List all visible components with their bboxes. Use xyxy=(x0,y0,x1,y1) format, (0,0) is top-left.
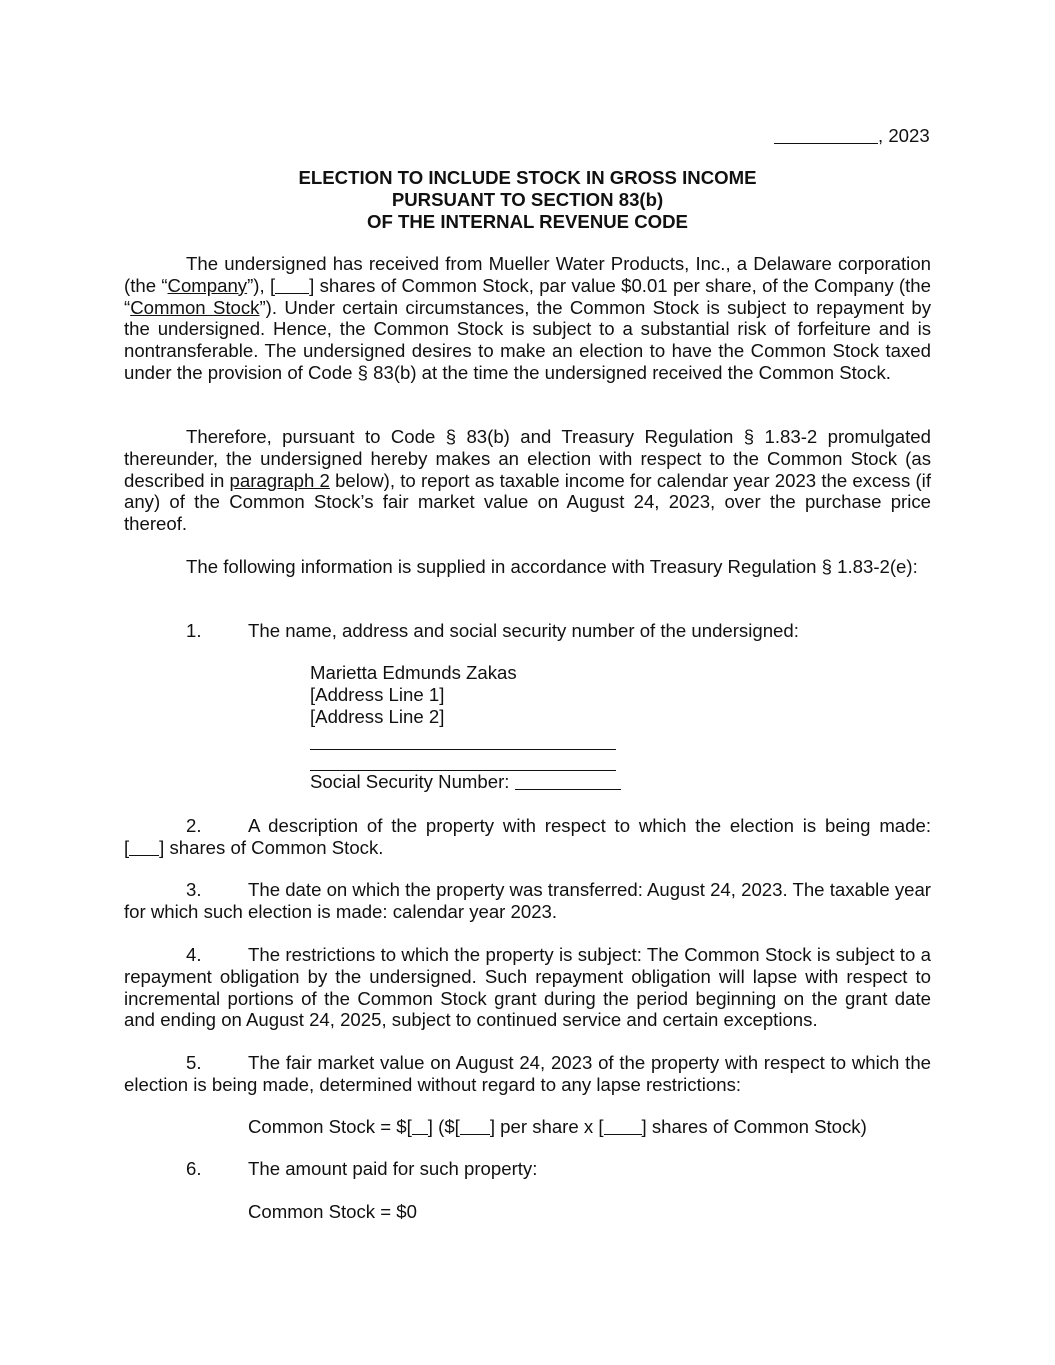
item-2 xyxy=(124,815,931,837)
formula-text-3: ] per share x [ xyxy=(489,1116,604,1137)
paragraph-2-reference: paragraph 2 xyxy=(229,469,330,491)
date-blank xyxy=(774,126,878,144)
item-6 xyxy=(186,1158,537,1180)
item-2-text-1: A description of the property with respect to which the election is being made: xyxy=(248,815,931,836)
ssn-blank xyxy=(515,772,621,790)
para1-text-4: ”). Under certain circumstances, the Common Stock is subject to repayment by the undersigned. Hence, the Common Stock is subject to a substantial risk of forfeiture and is nontransferable. The undersigned desires to make an election to have the Common Stock taxed under the provision of Code § 83(b) at the time the undersigned received the Common Stock. xyxy=(124,296,931,383)
item-4-number: 4. xyxy=(186,944,202,965)
item-4 xyxy=(124,944,931,1031)
item-2-shares-blank xyxy=(129,838,159,856)
ssn-line xyxy=(310,771,621,793)
item-4-text: The restrictions to which the property is subject: The Common Stock is subject to a repayment obligation by the undersigned. Such repayment obligation will lapse with respect to incremental portions of the Common Stock grant during the period beginning on the grant date and ending on August 24, 2025, subject to continued service and certain exceptions. xyxy=(124,944,931,1031)
shares-blank xyxy=(275,276,309,294)
item-3 xyxy=(124,879,931,923)
ssn-label: Social Security Number: xyxy=(310,771,515,792)
address-block xyxy=(310,662,517,727)
formula-text-2: ] ($[ xyxy=(427,1116,460,1137)
company-term: Company xyxy=(167,274,248,296)
para1-text-2: ”), [ xyxy=(247,274,276,296)
item-1 xyxy=(186,620,799,642)
total-value-blank xyxy=(412,1117,428,1135)
formula-text-1: Common Stock = $[ xyxy=(248,1116,412,1137)
para2-text-1: Therefore, pursuant to Code § 83(b) and Treasury Regulation § 1.83-2 promulgated thereunder, the undersigned hereby makes an election with respect to the Common Stock (as described in xyxy=(124,426,931,491)
title-line-2: PURSUANT TO SECTION 83(b) xyxy=(391,188,664,210)
item-6-text: The amount paid for such property: xyxy=(248,1158,538,1179)
para1-text-1: The undersigned has received from Mueller Water Products, Inc., a Delaware corporation (the “ xyxy=(124,253,931,296)
para2-text-2: below), to report as taxable income for calendar year 2023 the excess (if any) of the Common Stock’s fair market value on August 24, 2023, over the purchase price thereof. xyxy=(124,469,931,535)
paragraph-3: The following information is supplied in accordance with Treasury Regulation § 1.83-2(e): xyxy=(186,556,918,577)
paragraph-1 xyxy=(124,253,931,384)
common-stock-term: Common Stock xyxy=(130,296,260,318)
document-title xyxy=(124,167,931,232)
date-line xyxy=(774,125,930,147)
item-5-text: The fair market value on August 24, 2023 of the property with respect to which the election is being made, determined without regard to any lapse restrictions: xyxy=(124,1052,931,1095)
item-5-number: 5. xyxy=(186,1052,202,1073)
item-1-number: 1. xyxy=(186,620,202,641)
fair-market-value-formula xyxy=(248,1116,867,1138)
paragraph-2 xyxy=(124,426,931,535)
formula-text-4: ] shares of Common Stock) xyxy=(641,1116,867,1137)
item-3-number: 3. xyxy=(186,879,202,900)
title-line-3: OF THE INTERNAL REVENUE CODE xyxy=(367,210,688,232)
address-line-1: [Address Line 1] xyxy=(310,683,445,705)
holder-name: Marietta Edmunds Zakas xyxy=(310,662,517,683)
share-count-blank xyxy=(604,1117,642,1135)
title-line-1: ELECTION TO INCLUDE STOCK IN GROSS INCOME xyxy=(298,167,757,188)
per-share-blank xyxy=(460,1117,490,1135)
address-line-2: [Address Line 2] xyxy=(310,705,445,727)
item-6-number: 6. xyxy=(186,1158,202,1179)
item-2-line-2 xyxy=(124,837,383,859)
address-blank-line-1 xyxy=(310,749,616,750)
para1-text-3: ] shares of Common Stock, par value $0.01 per share, of the Company (the “ xyxy=(124,274,931,318)
date-year: , 2023 xyxy=(878,125,930,146)
item-1-text: The name, address and social security number of the undersigned: xyxy=(248,620,799,641)
amount-paid: Common Stock = $0 xyxy=(248,1201,417,1222)
item-2-text-2: [ xyxy=(124,837,130,858)
item-3-text: The date on which the property was transferred: August 24, 2023. The taxable year for which such election is made: calendar year 2023. xyxy=(124,879,931,922)
item-5 xyxy=(124,1052,931,1096)
item-2-text-3: ] shares of Common Stock. xyxy=(159,837,384,858)
item-2-number: 2. xyxy=(186,815,202,836)
